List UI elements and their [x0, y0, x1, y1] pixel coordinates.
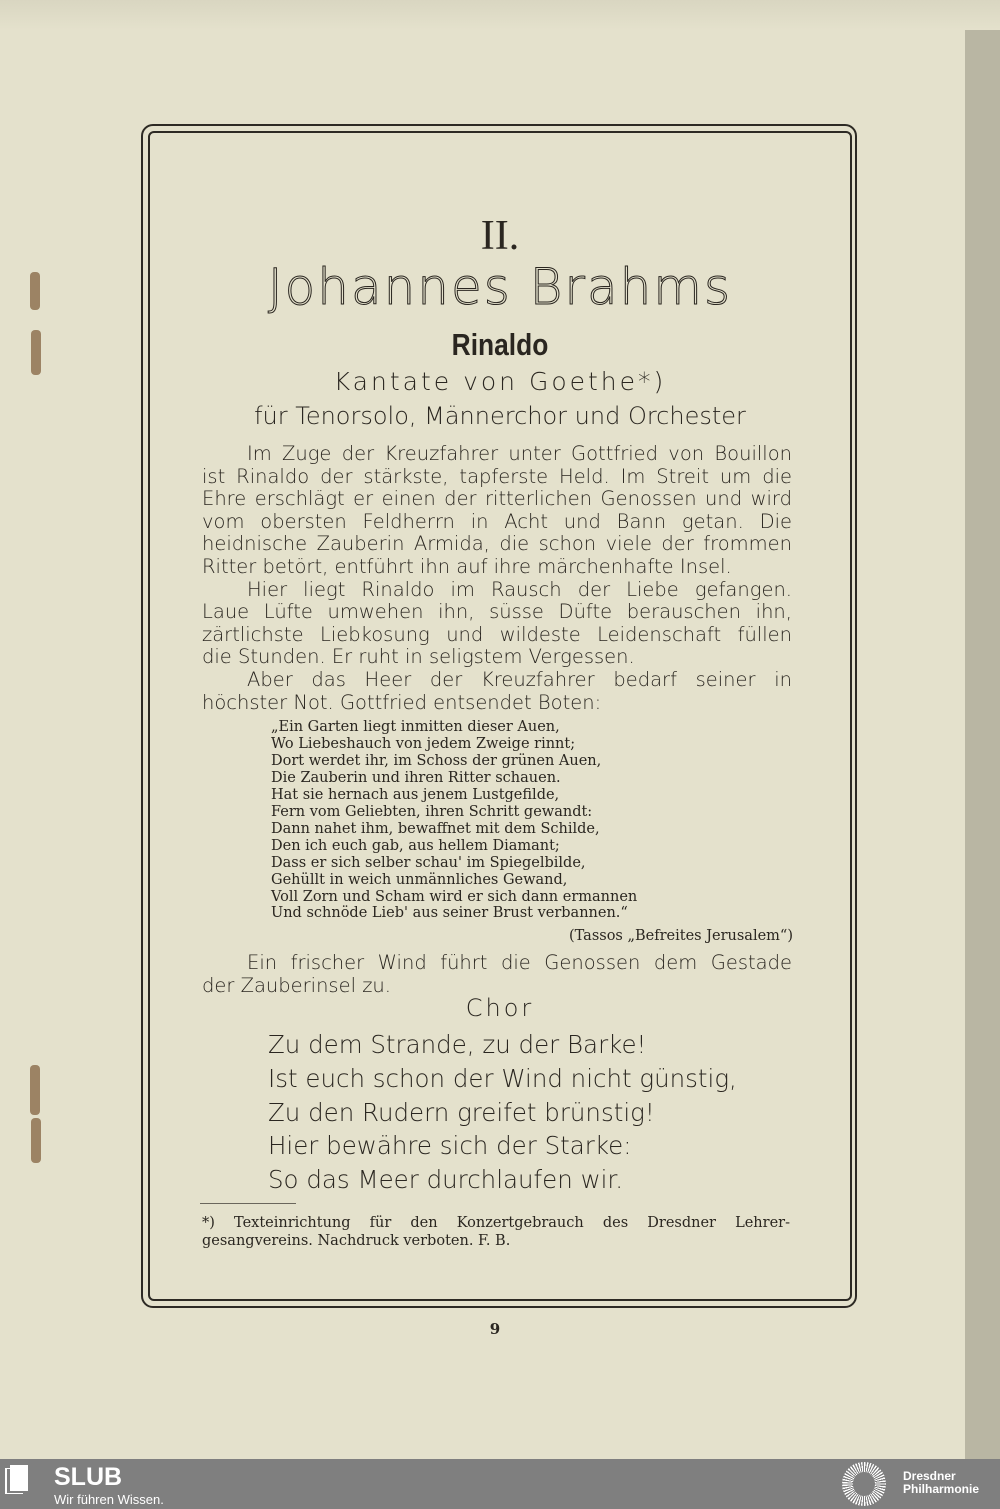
after-line: der Zauberinsel zu. [202, 973, 391, 997]
poem-attribution: (Tassos „Befreites Jerusalem“) [568, 928, 793, 944]
foot-line: *) Texteinrichtung für den Konzertgebrauch des Dresdner Lehrer- [202, 1215, 790, 1231]
slub-book-icon [10, 1465, 28, 1491]
poem-line: Die Zauberin und ihren Ritter schauen. [271, 769, 561, 786]
body-line: die Stunden. Er ruht in seligstem Vergessen. [202, 645, 635, 669]
philharmonie-logo[interactable] [903, 1470, 979, 1496]
chorus-heading: Chor [465, 994, 535, 1022]
chorus-line: So das Meer durchlaufen wir. [268, 1165, 624, 1195]
poem-line: „Ein Garten liegt inmitten dieser Auen, [271, 719, 560, 735]
poem-line: Hat sie hernach aus jenem Lustgefilde, [271, 786, 560, 803]
body-line: Ehre erschlägt er einen der ritterlichen Genossen und wird [202, 487, 792, 511]
body-line: Laue Lüfte umwehen ihn, süsse Düfte berauschen ihn, [202, 600, 792, 624]
chorus-line: Ist euch schon der Wind nicht günstig, [268, 1063, 737, 1093]
poem-line: Dass er sich selber schau' im Spiegelbilde, [271, 854, 586, 871]
chorus-line: Zu dem Strande, zu der Barke! [268, 1030, 647, 1059]
body-line: heidnische Zauberin Armida, die schon viele der frommen [202, 532, 792, 556]
poem-line: Dort werdet ihr, im Schoss der grünen Auen, [271, 752, 602, 769]
body-line: höchster Not. Gottfried entsendet Boten: [202, 690, 602, 714]
slub-tagline: Wir führen Wissen. [54, 1492, 164, 1507]
footnote-divider [200, 1203, 296, 1204]
body-line: Hier liegt Rinaldo im Rausch der Liebe gefangen. [247, 577, 792, 601]
poem-line: Fern vom Geliebten, ihren Schritt gewandt: [271, 803, 593, 820]
philharmonie-line1: Dresdner [903, 1469, 956, 1483]
page-right-edge [965, 30, 1000, 1460]
binding-stitch [31, 1118, 41, 1163]
work-title: Rinaldo [451, 327, 549, 362]
poem-line: Wo Liebeshauch von jedem Zweige rinnt; [271, 735, 576, 752]
page-top-edge [0, 0, 1000, 30]
body-line: zärtlichste Liebkosung und wildeste Leidenschaft füllen [202, 622, 792, 646]
slub-logo[interactable]: SLUB [54, 1463, 123, 1491]
body-line: Ritter betört, entführt ihn auf ihre märchenhafte Insel. [202, 555, 732, 578]
body-line: Im Zuge der Kreuzfahrer unter Gottfried von Bouillon [247, 442, 792, 465]
poem-line: Und schnöde Lieb' aus seiner Brust verbannen.“ [271, 905, 628, 922]
subtitle: Kantate von Goethe*) [333, 367, 667, 396]
section-number: II. [480, 213, 520, 259]
body-line: Aber das Heer der Kreuzfahrer bedarf seiner in [247, 668, 792, 691]
body-line: ist Rinaldo der stärkste, tapferste Held. Im Streit um die [202, 464, 792, 488]
binding-stitch [31, 330, 41, 375]
composer-title: Johannes Brahms [267, 258, 733, 316]
chorus-line: Hier bewähre sich der Starke: [268, 1131, 632, 1161]
binding-stitch [30, 1065, 40, 1115]
subtitle-scoring: für Tenorsolo, Männerchor und Orchester [254, 402, 746, 430]
poem-line: Gehüllt in weich unmännliches Gewand, [271, 871, 568, 888]
poem-line: Voll Zorn und Scham wird er sich dann ermannen [271, 888, 638, 905]
philharmonie-sunburst-icon [842, 1462, 886, 1506]
body-line: vom obersten Feldherrn in Acht und Bann getan. Die [202, 509, 792, 533]
poem-line: Dann nahet ihm, bewaffnet mit dem Schilde, [271, 820, 600, 837]
philharmonie-line2: Philharmonie [903, 1482, 980, 1496]
binding-stitch [30, 272, 40, 310]
chorus-line: Zu den Rudern greifet brünstig! [268, 1097, 655, 1127]
after-line: Ein frischer Wind führt die Genossen dem Gestade [247, 951, 792, 974]
foot-line: gesangvereins. Nachdruck verboten. F. B. [202, 1233, 511, 1249]
poem-line: Den ich euch gab, aus hellem Diamant; [271, 837, 560, 854]
footer-bar [0, 1459, 1000, 1509]
page-number: 9 [489, 1320, 501, 1338]
